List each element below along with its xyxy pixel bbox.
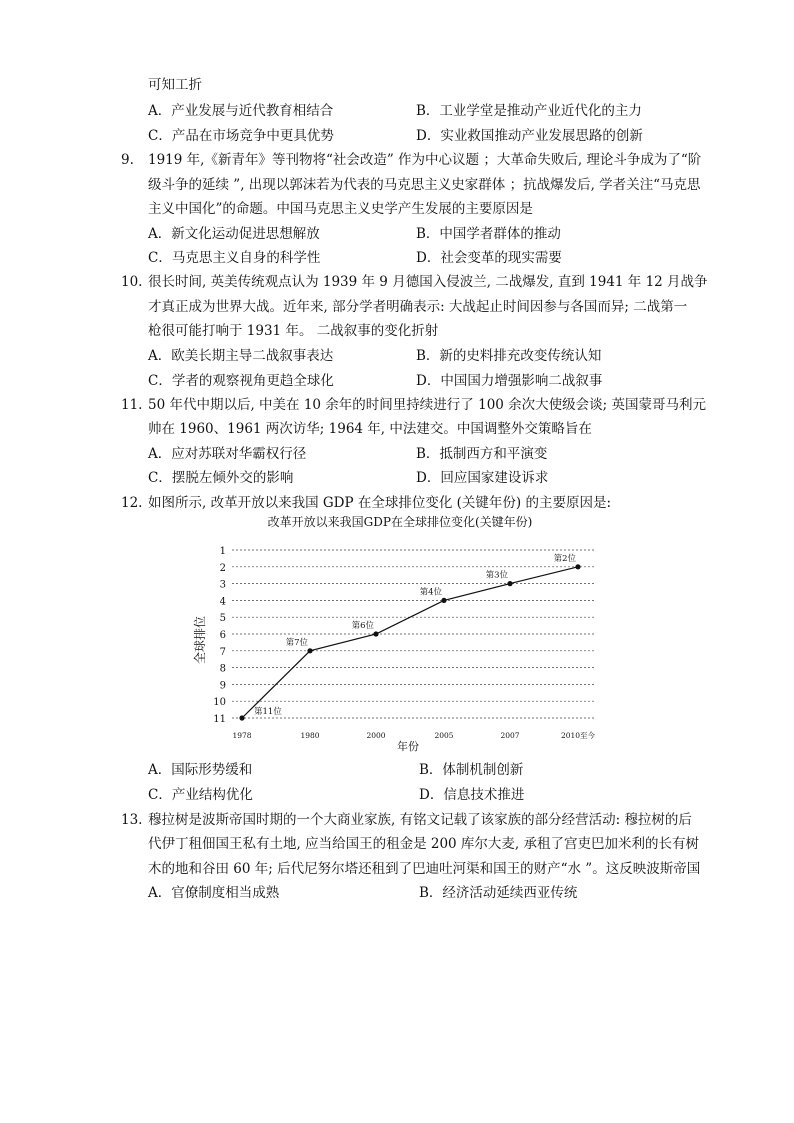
data-label: 第4位 — [419, 587, 442, 598]
q12-option-d: D．信息技术推进 — [419, 787, 525, 803]
y-tick-label: 5 — [219, 613, 226, 625]
q13-option-b: B．经济活动延续西亚传统 — [419, 885, 578, 901]
q12-option-b: B．体制机制创新 — [419, 762, 524, 778]
chart-title: 改革开放以来我国GDP在全球排位变化(关键年份) — [267, 515, 533, 529]
q13-number: 13. — [121, 812, 143, 828]
y-tick-label: 6 — [219, 630, 226, 641]
data-point — [575, 564, 580, 569]
q10-text-line: 才真正成为世界大战。近年来, 部分学者明确表示: 大战起止时间因参与各国而异; 二战第一 — [148, 299, 688, 315]
q11-option-d: D．回应国家建设诉求 — [416, 470, 549, 486]
q10-option-a: A．欧美长期主导二战叙事表达 — [148, 348, 334, 364]
q10-option-d: D．中国国力增强影响二战叙事 — [416, 373, 603, 389]
q12-option-a: A．国际形势缓和 — [148, 762, 253, 778]
y-tick-label: 11 — [213, 714, 226, 725]
q11-option-c: C．摆脱左倾外交的影响 — [148, 470, 294, 486]
y-tick-label: 10 — [213, 697, 226, 709]
data-point — [507, 581, 512, 586]
data-label: 第6位 — [351, 621, 374, 631]
q13-text-line: 代伊丁租佃国王私有土地, 应当给国王的租金是 200 库尔大麦, 承租了宫吏巴加米利的长有树 — [148, 836, 700, 852]
data-labels — [254, 553, 576, 717]
q8-option-a: A．产业发展与近代教育相结合 — [148, 103, 334, 119]
y-tick-label: 1 — [219, 546, 226, 557]
x-axis-label: 年份 — [397, 740, 419, 752]
q10-option-c: C．学者的观察视角更趋全球化 — [148, 373, 334, 389]
grid-lines — [232, 550, 594, 718]
data-label: 第11位 — [254, 707, 282, 717]
y-tick-label: 9 — [219, 680, 226, 692]
q9-option-d: D．社会变革的现实需要 — [416, 250, 562, 266]
q13-text-line: 木的地和谷田 60 年; 后代尼努尔塔还租到了巴迪吐河渠和国王的财产“水 ”。这反映波斯帝国 — [148, 861, 701, 877]
y-tick-label: 4 — [219, 596, 226, 608]
y-tick-labels — [213, 546, 226, 725]
q8-text-line: 可知工折 — [148, 77, 202, 93]
data-point — [307, 648, 312, 653]
q13-option-a: A．官僚制度相当成熟 — [148, 885, 280, 901]
q9-option-a: A．新文化运动促进思想解放 — [148, 226, 320, 242]
q11-number: 11. — [121, 397, 143, 413]
q8-option-d: D．实业救国推动产业发展思路的创新 — [416, 128, 643, 144]
q9-text-line: 级斗争的延续 ”, 出现以郭沫若为代表的马克思主义史家群体 ；抗战爆发后, 学者关注“马克思 — [148, 177, 701, 193]
q10-option-b: B．新的史料排充改变传统认知 — [416, 348, 602, 364]
y-tick-label: 7 — [219, 646, 226, 658]
q9-text-line: 1919 年,《新青年》等刊物将“社会改造” 作为中心议题 ；大革命失败后, 理论斗争成为了“阶 — [148, 152, 702, 168]
x-tick-labels — [232, 730, 595, 740]
y-tick-label: 2 — [219, 562, 226, 574]
data-point — [441, 598, 446, 603]
q8-option-c: C．产品在市场竞争中更具优势 — [148, 128, 334, 144]
x-tick-label: 2007 — [500, 731, 520, 740]
y-tick-label: 8 — [219, 663, 226, 675]
gdp-ranking-chart — [190, 512, 610, 752]
q9-option-b: B．中国学者群体的推动 — [416, 226, 561, 242]
x-tick-label: 2000 — [366, 731, 386, 740]
y-axis-label: 全球排位 — [193, 615, 207, 665]
q13-text-line: 穆拉树是波斯帝国时期的一个大商业家族, 有铭文记载了该家族的部分经营活动: 穆拉树的后 — [148, 812, 692, 828]
q10-text-line: 很长时间, 英美传统观点认为 1939 年 9 月德国入侵波兰, 二战爆发, 直到 1941 年 12 月战争 — [148, 274, 708, 290]
q11-text-line: 帅在 1960、1961 两次访华; 1964 年, 中法建交。中国调整外交策略旨在 — [148, 421, 592, 437]
q12-number: 12. — [121, 495, 143, 511]
x-tick-label: 2010至今 — [560, 731, 596, 740]
data-label: 第2位 — [553, 553, 576, 564]
y-tick-label: 3 — [219, 579, 226, 591]
x-tick-label: 2005 — [434, 731, 454, 740]
data-label: 第7位 — [285, 637, 308, 648]
data-point — [239, 715, 244, 720]
data-label: 第3位 — [485, 570, 508, 581]
q9-number: 9. — [121, 152, 134, 168]
q9-option-c: C．马克思主义自身的科学性 — [148, 250, 321, 266]
q9-text-line: 主义中国化”的命题。中国马克思主义史学产生发展的主要原因是 — [148, 201, 533, 217]
q11-text-line: 50 年代中期以后, 中美在 10 余年的时间里持续进行了 100 余次大使级会谈; 英国蒙哥马利元 — [148, 397, 707, 413]
x-tick-label: 1978 — [232, 731, 252, 740]
q10-text-line: 枪很可能打响于 1931 年。 二战叙事的变化折射 — [148, 323, 439, 339]
q10-number: 10. — [121, 274, 143, 290]
q12-text-line: 如图所示, 改革开放以来我国 GDP 在全球排位变化 (关键年份) 的主要原因是: — [148, 495, 612, 511]
q8-option-b: B．工业学堂是推动产业近代化的主力 — [416, 103, 642, 119]
q11-option-b: B．抵制西方和平演变 — [416, 446, 548, 462]
q11-option-a: A．应对苏联对华霸权行径 — [148, 446, 307, 462]
q12-option-c: C．产业结构优化 — [148, 787, 253, 803]
x-tick-label: 1980 — [300, 731, 320, 740]
data-point — [373, 631, 378, 636]
